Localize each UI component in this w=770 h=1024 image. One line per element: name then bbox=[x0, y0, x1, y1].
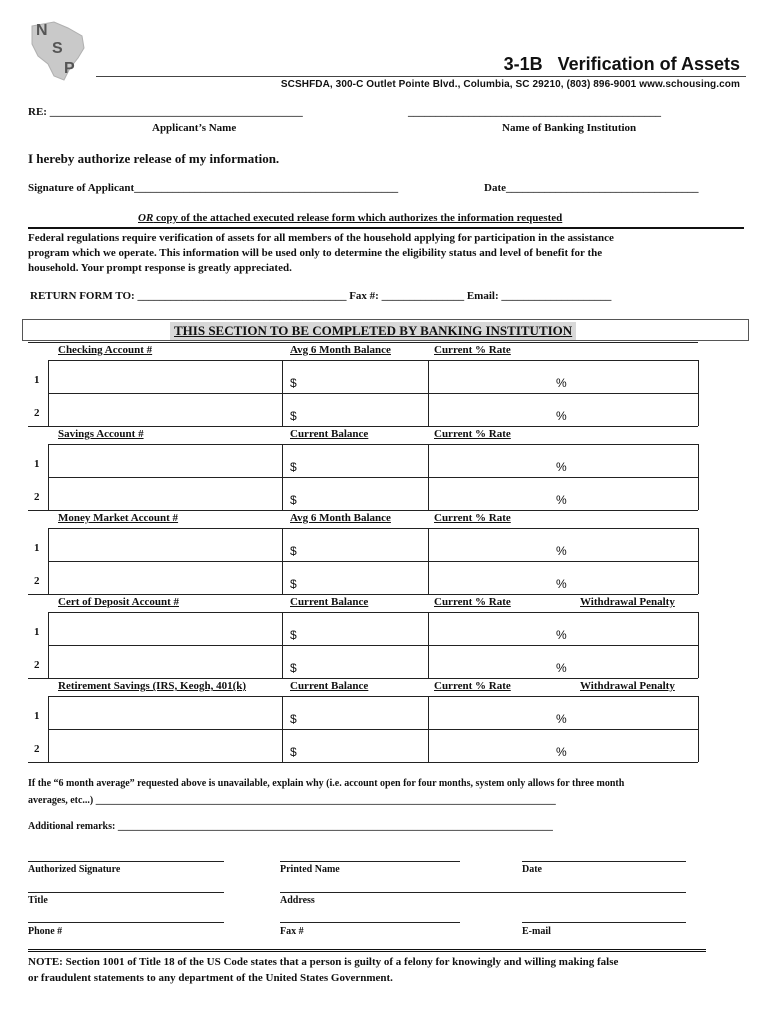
account-number-input[interactable] bbox=[50, 395, 278, 424]
account-number-input[interactable] bbox=[50, 446, 278, 475]
nsp-logo bbox=[24, 18, 94, 88]
row-number: 2 bbox=[34, 743, 40, 755]
rate-column-header: Current % Rate bbox=[434, 428, 511, 440]
penalty-column-header: Withdrawal Penalty bbox=[580, 680, 675, 692]
rate-input[interactable]: % bbox=[556, 628, 567, 642]
column-divider bbox=[698, 696, 699, 762]
account-number-input[interactable] bbox=[50, 731, 278, 760]
regulations-line-2: program which we operate. This information will be used only to determine the eligibility status and level of benefit for the bbox=[28, 247, 603, 259]
table-bottom-rule bbox=[28, 762, 698, 763]
rate-column-header: Current % Rate bbox=[434, 596, 511, 608]
column-divider bbox=[48, 444, 49, 510]
email-line[interactable] bbox=[522, 922, 686, 923]
header-rule bbox=[96, 76, 746, 77]
printed-name-label: Printed Name bbox=[280, 864, 340, 875]
rate-input[interactable]: % bbox=[556, 493, 567, 507]
column-divider bbox=[282, 612, 283, 678]
account-row-rule bbox=[48, 696, 698, 697]
authorize-statement: I hereby authorize release of my information. bbox=[28, 151, 280, 166]
account-row-rule bbox=[48, 444, 698, 445]
balance-input[interactable]: $ bbox=[290, 577, 297, 591]
account-row-rule bbox=[48, 393, 698, 394]
rate-column-header: Current % Rate bbox=[434, 680, 511, 692]
agency-address: SCSHFDA, 300-C Outlet Pointe Blvd., Columbia, SC 29210, (803) 896-9001 www.schousing.com bbox=[280, 79, 740, 90]
account-number-input[interactable] bbox=[50, 647, 278, 676]
additional-remarks-field[interactable]: Additional remarks: _______________________________________________________________________________________ bbox=[28, 821, 553, 832]
column-divider bbox=[428, 528, 429, 594]
printed-name-line[interactable] bbox=[280, 861, 460, 862]
balance-column-header: Current Balance bbox=[290, 680, 369, 692]
column-divider bbox=[48, 612, 49, 678]
row-number: 2 bbox=[34, 407, 40, 419]
column-divider bbox=[48, 360, 49, 426]
authorized-signature-line[interactable] bbox=[28, 861, 224, 862]
column-divider bbox=[698, 612, 699, 678]
rate-input[interactable]: % bbox=[556, 577, 567, 591]
phone-line[interactable] bbox=[28, 922, 224, 923]
column-divider bbox=[428, 612, 429, 678]
accounts-table bbox=[28, 342, 698, 762]
row-number: 1 bbox=[34, 710, 40, 722]
column-divider bbox=[282, 696, 283, 762]
legal-note-line-1: NOTE: Section 1001 of Title 18 of the US Code states that a person is guilty of a felony for knowingly and willing making false bbox=[28, 956, 619, 968]
release-rule bbox=[28, 227, 744, 229]
email-label: E-mail bbox=[522, 926, 551, 937]
balance-column-header: Current Balance bbox=[290, 596, 369, 608]
rate-input[interactable]: % bbox=[556, 661, 567, 675]
row-number: 1 bbox=[34, 374, 40, 386]
six-month-note[interactable] bbox=[28, 775, 624, 809]
group-top-rule bbox=[28, 678, 698, 679]
column-divider bbox=[698, 360, 699, 426]
regulations-paragraph bbox=[28, 231, 614, 276]
address-label: Address bbox=[280, 895, 315, 906]
account-column-header: Money Market Account # bbox=[58, 512, 179, 524]
group-top-rule bbox=[28, 342, 698, 343]
release-note-text: copy of the attached executed release form which authorizes the information requested bbox=[153, 212, 563, 224]
balance-input[interactable]: $ bbox=[290, 745, 297, 759]
date-line[interactable] bbox=[522, 861, 686, 862]
rate-column-header: Current % Rate bbox=[434, 344, 511, 356]
rate-input[interactable]: % bbox=[556, 712, 567, 726]
rate-input[interactable]: % bbox=[556, 376, 567, 390]
return-form-line[interactable]: RETURN FORM TO: ______________________________________ Fax #: _______________ Email: ____________________ bbox=[30, 290, 612, 302]
section-title: THIS SECTION TO BE COMPLETED BY BANKING INSTITUTION bbox=[170, 322, 576, 340]
authorized-signature-label: Authorized Signature bbox=[28, 864, 121, 875]
note-rule bbox=[28, 949, 706, 952]
account-row-rule bbox=[48, 561, 698, 562]
column-divider bbox=[48, 696, 49, 762]
group-top-rule bbox=[28, 594, 698, 595]
account-column-header: Checking Account # bbox=[58, 344, 153, 356]
account-row-rule bbox=[48, 360, 698, 361]
row-number: 1 bbox=[34, 458, 40, 470]
fax-line[interactable] bbox=[280, 922, 460, 923]
balance-column-header: Avg 6 Month Balance bbox=[290, 512, 391, 524]
account-column-header: Cert of Deposit Account # bbox=[58, 596, 179, 608]
date-label: Date bbox=[522, 864, 542, 875]
column-divider bbox=[282, 360, 283, 426]
balance-input[interactable]: $ bbox=[290, 661, 297, 675]
fax-label: Fax # bbox=[280, 926, 304, 937]
group-top-rule bbox=[28, 426, 698, 427]
balance-input[interactable]: $ bbox=[290, 628, 297, 642]
account-number-input[interactable] bbox=[50, 563, 278, 592]
account-row-rule bbox=[48, 528, 698, 529]
six-month-explain-field[interactable]: averages, etc...) ____________________________________________________________________________________________ bbox=[28, 795, 556, 806]
account-number-input[interactable] bbox=[50, 614, 278, 643]
account-row-rule bbox=[48, 729, 698, 730]
account-column-header: Retirement Savings (IRS, Keogh, 401(k) bbox=[58, 680, 247, 692]
phone-label: Phone # bbox=[28, 926, 63, 937]
balance-input[interactable]: $ bbox=[290, 493, 297, 507]
penalty-column-header: Withdrawal Penalty bbox=[580, 596, 675, 608]
release-note-or: OR bbox=[138, 212, 154, 224]
balance-input[interactable]: $ bbox=[290, 544, 297, 558]
account-number-input[interactable] bbox=[50, 698, 278, 727]
title-line[interactable] bbox=[28, 892, 224, 893]
row-number: 1 bbox=[34, 626, 40, 638]
account-number-input[interactable] bbox=[50, 362, 278, 391]
rate-input[interactable]: % bbox=[556, 544, 567, 558]
release-note bbox=[138, 212, 562, 224]
column-divider bbox=[428, 696, 429, 762]
title-label: Title bbox=[28, 895, 48, 906]
six-month-note-line-1: If the “6 month average” requested above is unavailable, explain why (i.e. account open for four months, system only allows for three month bbox=[28, 778, 625, 789]
balance-column-header: Current Balance bbox=[290, 428, 369, 440]
address-line[interactable] bbox=[280, 892, 686, 893]
column-divider bbox=[48, 528, 49, 594]
logo-letter-n: N bbox=[36, 22, 48, 39]
logo-letter-p: P bbox=[64, 60, 75, 77]
rate-column-header: Current % Rate bbox=[434, 512, 511, 524]
column-divider bbox=[428, 360, 429, 426]
column-divider bbox=[698, 444, 699, 510]
balance-input[interactable]: $ bbox=[290, 376, 297, 390]
account-number-input[interactable] bbox=[50, 530, 278, 559]
account-number-input[interactable] bbox=[50, 479, 278, 508]
column-divider bbox=[282, 444, 283, 510]
applicant-signature-field[interactable]: Signature of Applicant________________________________________________ bbox=[28, 182, 399, 194]
logo-letter-s: S bbox=[52, 40, 63, 57]
balance-input[interactable]: $ bbox=[290, 712, 297, 726]
account-row-rule bbox=[48, 477, 698, 478]
row-number: 2 bbox=[34, 575, 40, 587]
account-row-rule bbox=[48, 612, 698, 613]
regulations-line-3: household. Your prompt response is greatly appreciated. bbox=[28, 262, 292, 274]
rate-input[interactable]: % bbox=[556, 745, 567, 759]
rate-input[interactable]: % bbox=[556, 460, 567, 474]
account-row-rule bbox=[48, 645, 698, 646]
signature-date-field[interactable]: Date___________________________________ bbox=[484, 182, 699, 194]
column-divider bbox=[698, 528, 699, 594]
balance-input[interactable]: $ bbox=[290, 409, 297, 423]
balance-column-header: Avg 6 Month Balance bbox=[290, 344, 391, 356]
row-number: 2 bbox=[34, 659, 40, 671]
legal-note-line-2: or fraudulent statements to any department of the United States Government. bbox=[28, 972, 393, 984]
legal-note bbox=[28, 954, 618, 986]
regulations-line-1: Federal regulations require verification of assets for all members of the household applying for participation in the assistance bbox=[28, 232, 614, 244]
account-column-header: Savings Account # bbox=[58, 428, 144, 440]
row-number: 1 bbox=[34, 542, 40, 554]
column-divider bbox=[282, 528, 283, 594]
group-top-rule bbox=[28, 510, 698, 511]
bank-name-label: Name of Banking Institution bbox=[502, 122, 637, 134]
bank-name-field[interactable]: ______________________________________________ bbox=[408, 106, 661, 118]
re-applicant-field[interactable]: RE: ______________________________________________ bbox=[28, 106, 303, 118]
form-title: 3-1B Verification of Assets bbox=[503, 54, 740, 74]
applicant-name-label: Applicant’s Name bbox=[152, 122, 237, 134]
rate-input[interactable]: % bbox=[556, 409, 567, 423]
balance-input[interactable]: $ bbox=[290, 460, 297, 474]
row-number: 2 bbox=[34, 491, 40, 503]
column-divider bbox=[428, 444, 429, 510]
